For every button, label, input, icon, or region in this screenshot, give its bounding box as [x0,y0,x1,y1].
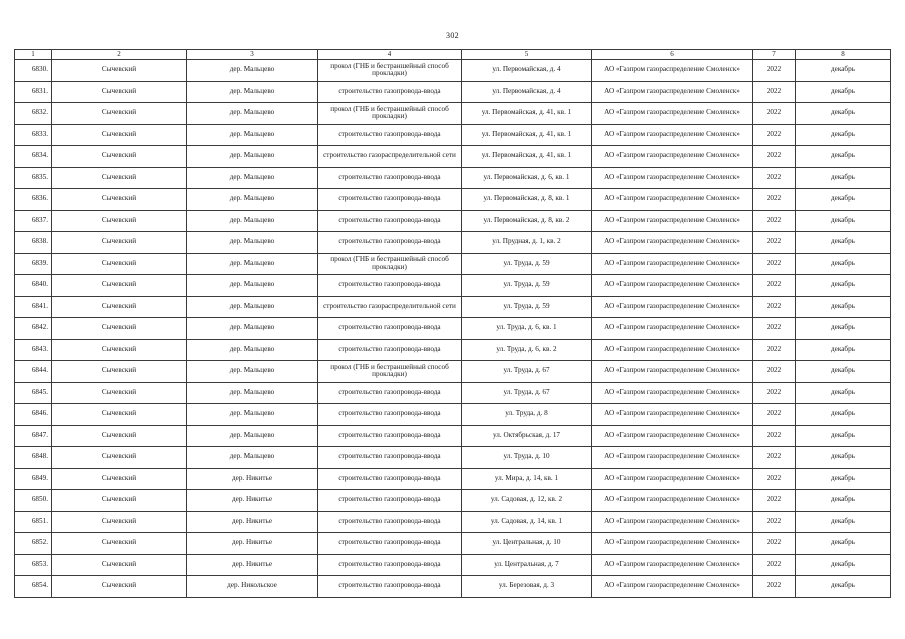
month-cell: декабрь [796,189,891,211]
organization-cell: АО «Газпром газораспределение Смоленск» [592,404,753,426]
district-cell: Сычевский [52,124,187,146]
settlement-cell: дер. Никольское [187,576,318,598]
district-cell: Сычевский [52,232,187,254]
month-cell: декабрь [796,339,891,361]
address-cell: ул. Труда, д. 67 [462,382,592,404]
row-number-cell: 6840. [15,275,52,297]
address-cell: ул. Труда, д. 10 [462,447,592,469]
address-cell: ул. Центральная, д. 10 [462,533,592,555]
work-type-cell: строительство газопровода-ввода [318,81,462,103]
row-number-cell: 6843. [15,339,52,361]
month-cell: декабрь [796,167,891,189]
year-cell: 2022 [753,167,796,189]
table-row [15,296,891,318]
address-cell: ул. Труда, д. 6, кв. 1 [462,318,592,340]
work-type-cell: строительство газопровода-ввода [318,382,462,404]
year-cell: 2022 [753,404,796,426]
settlement-cell: дер. Мальцево [187,361,318,383]
organization-cell: АО «Газпром газораспределение Смоленск» [592,103,753,125]
table-row [15,533,891,555]
settlement-cell: дер. Мальцево [187,382,318,404]
column-number-6: 6 [592,50,753,60]
row-number-cell: 6849. [15,468,52,490]
year-cell: 2022 [753,468,796,490]
column-number-row [15,50,891,60]
column-number-3: 3 [187,50,318,60]
organization-cell: АО «Газпром газораспределение Смоленск» [592,382,753,404]
row-number-cell: 6836. [15,189,52,211]
organization-cell: АО «Газпром газораспределение Смоленск» [592,554,753,576]
settlement-cell: дер. Мальцево [187,103,318,125]
month-cell: декабрь [796,318,891,340]
month-cell: декабрь [796,576,891,598]
year-cell: 2022 [753,210,796,232]
work-type-cell: строительство газопровода-ввода [318,275,462,297]
settlement-cell: дер. Никитье [187,468,318,490]
month-cell: декабрь [796,382,891,404]
page-number: 302 [446,31,459,40]
year-cell: 2022 [753,511,796,533]
address-cell: ул. Труда, д. 6, кв. 2 [462,339,592,361]
month-cell: декабрь [796,210,891,232]
work-type-cell: строительство газопровода-ввода [318,232,462,254]
work-type-cell: строительство газораспределительной сети [318,146,462,168]
district-cell: Сычевский [52,296,187,318]
work-type-cell: прокол (ГНБ и бестраншейный способ прокладки) [318,361,462,383]
work-type-cell: строительство газопровода-ввода [318,404,462,426]
month-cell: декабрь [796,404,891,426]
month-cell: декабрь [796,533,891,555]
row-number-cell: 6838. [15,232,52,254]
settlement-cell: дер. Мальцево [187,124,318,146]
year-cell: 2022 [753,81,796,103]
settlement-cell: дер. Мальцево [187,210,318,232]
organization-cell: АО «Газпром газораспределение Смоленск» [592,232,753,254]
address-cell: ул. Первомайская, д. 8, кв. 2 [462,210,592,232]
district-cell: Сычевский [52,447,187,469]
row-number-cell: 6850. [15,490,52,512]
year-cell: 2022 [753,554,796,576]
table-row [15,232,891,254]
column-number-4: 4 [318,50,462,60]
year-cell: 2022 [753,232,796,254]
month-cell: декабрь [796,60,891,82]
table-row [15,318,891,340]
row-number-cell: 6835. [15,167,52,189]
address-cell: ул. Первомайская, д. 4 [462,60,592,82]
address-cell: ул. Первомайская, д. 41, кв. 1 [462,103,592,125]
work-type-cell: строительство газопровода-ввода [318,533,462,555]
row-number-cell: 6848. [15,447,52,469]
address-cell: ул. Труда, д. 59 [462,275,592,297]
row-number-cell: 6833. [15,124,52,146]
column-number-2: 2 [52,50,187,60]
month-cell: декабрь [796,81,891,103]
row-number-cell: 6851. [15,511,52,533]
address-cell: ул. Садовая, д. 12, кв. 2 [462,490,592,512]
table-row [15,81,891,103]
work-type-cell: прокол (ГНБ и бестраншейный способ прокладки) [318,253,462,275]
month-cell: декабрь [796,447,891,469]
month-cell: декабрь [796,146,891,168]
address-cell: ул. Первомайская, д. 6, кв. 1 [462,167,592,189]
work-type-cell: строительство газопровода-ввода [318,189,462,211]
table-row [15,253,891,275]
column-number-5: 5 [462,50,592,60]
table-row [15,60,891,82]
settlement-cell: дер. Мальцево [187,404,318,426]
table-row [15,146,891,168]
district-cell: Сычевский [52,189,187,211]
year-cell: 2022 [753,447,796,469]
row-number-cell: 6842. [15,318,52,340]
table-row [15,490,891,512]
settlement-cell: дер. Мальцево [187,60,318,82]
work-type-cell: строительство газопровода-ввода [318,468,462,490]
row-number-cell: 6841. [15,296,52,318]
row-number-cell: 6834. [15,146,52,168]
organization-cell: АО «Газпром газораспределение Смоленск» [592,576,753,598]
row-number-cell: 6839. [15,253,52,275]
district-cell: Сычевский [52,253,187,275]
work-type-cell: строительство газопровода-ввода [318,490,462,512]
settlement-cell: дер. Мальцево [187,296,318,318]
month-cell: декабрь [796,361,891,383]
row-number-cell: 6844. [15,361,52,383]
table-row [15,339,891,361]
district-cell: Сычевский [52,404,187,426]
row-number-cell: 6853. [15,554,52,576]
table-row [15,124,891,146]
row-number-cell: 6854. [15,576,52,598]
district-cell: Сычевский [52,511,187,533]
table-row [15,511,891,533]
month-cell: декабрь [796,554,891,576]
year-cell: 2022 [753,533,796,555]
district-cell: Сычевский [52,210,187,232]
work-type-cell: строительство газопровода-ввода [318,425,462,447]
organization-cell: АО «Газпром газораспределение Смоленск» [592,296,753,318]
district-cell: Сычевский [52,490,187,512]
table-row [15,361,891,383]
organization-cell: АО «Газпром газораспределение Смоленск» [592,189,753,211]
year-cell: 2022 [753,339,796,361]
year-cell: 2022 [753,189,796,211]
district-cell: Сычевский [52,554,187,576]
year-cell: 2022 [753,425,796,447]
month-cell: декабрь [796,468,891,490]
row-number-cell: 6847. [15,425,52,447]
month-cell: декабрь [796,296,891,318]
month-cell: декабрь [796,425,891,447]
month-cell: декабрь [796,232,891,254]
month-cell: декабрь [796,103,891,125]
district-cell: Сычевский [52,167,187,189]
organization-cell: АО «Газпром газораспределение Смоленск» [592,425,753,447]
work-type-cell: прокол (ГНБ и бестраншейный способ прокладки) [318,60,462,82]
month-cell: декабрь [796,490,891,512]
organization-cell: АО «Газпром газораспределение Смоленск» [592,511,753,533]
work-type-cell: строительство газопровода-ввода [318,511,462,533]
organization-cell: АО «Газпром газораспределение Смоленск» [592,318,753,340]
year-cell: 2022 [753,361,796,383]
settlement-cell: дер. Никитье [187,533,318,555]
address-cell: ул. Первомайская, д. 8, кв. 1 [462,189,592,211]
district-cell: Сычевский [52,425,187,447]
column-number-1: 1 [15,50,52,60]
row-number-cell: 6831. [15,81,52,103]
district-cell: Сычевский [52,468,187,490]
row-number-cell: 6846. [15,404,52,426]
district-cell: Сычевский [52,81,187,103]
address-cell: ул. Березовая, д. 3 [462,576,592,598]
row-number-cell: 6832. [15,103,52,125]
year-cell: 2022 [753,275,796,297]
work-type-cell: строительство газопровода-ввода [318,124,462,146]
settlement-cell: дер. Никитье [187,490,318,512]
column-number-7: 7 [753,50,796,60]
table-row [15,167,891,189]
table-row [15,447,891,469]
month-cell: декабрь [796,511,891,533]
year-cell: 2022 [753,253,796,275]
table-row [15,103,891,125]
settlement-cell: дер. Никитье [187,511,318,533]
work-type-cell: строительство газопровода-ввода [318,339,462,361]
address-cell: ул. Труда, д. 59 [462,296,592,318]
work-type-cell: строительство газопровода-ввода [318,576,462,598]
row-number-cell: 6852. [15,533,52,555]
district-cell: Сычевский [52,146,187,168]
settlement-cell: дер. Мальцево [187,232,318,254]
work-type-cell: строительство газопровода-ввода [318,447,462,469]
year-cell: 2022 [753,296,796,318]
year-cell: 2022 [753,60,796,82]
district-cell: Сычевский [52,60,187,82]
work-type-cell: прокол (ГНБ и бестраншейный способ прокладки) [318,103,462,125]
work-type-cell: строительство газопровода-ввода [318,167,462,189]
address-cell: ул. Центральная, д. 7 [462,554,592,576]
organization-cell: АО «Газпром газораспределение Смоленск» [592,447,753,469]
organization-cell: АО «Газпром газораспределение Смоленск» [592,81,753,103]
settlement-cell: дер. Мальцево [187,146,318,168]
organization-cell: АО «Газпром газораспределение Смоленск» [592,490,753,512]
year-cell: 2022 [753,490,796,512]
address-cell: ул. Труда, д. 67 [462,361,592,383]
table-row [15,275,891,297]
month-cell: декабрь [796,275,891,297]
organization-cell: АО «Газпром газораспределение Смоленск» [592,468,753,490]
organization-cell: АО «Газпром газораспределение Смоленск» [592,533,753,555]
year-cell: 2022 [753,146,796,168]
year-cell: 2022 [753,103,796,125]
work-type-cell: строительство газопровода-ввода [318,554,462,576]
address-cell: ул. Садовая, д. 14, кв. 1 [462,511,592,533]
district-cell: Сычевский [52,576,187,598]
work-type-cell: строительство газопровода-ввода [318,210,462,232]
district-cell: Сычевский [52,382,187,404]
organization-cell: АО «Газпром газораспределение Смоленск» [592,146,753,168]
organization-cell: АО «Газпром газораспределение Смоленск» [592,339,753,361]
district-cell: Сычевский [52,318,187,340]
table-row [15,382,891,404]
table-row [15,576,891,598]
settlement-cell: дер. Никитье [187,554,318,576]
work-type-cell: строительство газораспределительной сети [318,296,462,318]
address-cell: ул. Первомайская, д. 41, кв. 1 [462,146,592,168]
table-row [15,468,891,490]
work-type-cell: строительство газопровода-ввода [318,318,462,340]
table-row [15,404,891,426]
organization-cell: АО «Газпром газораспределение Смоленск» [592,60,753,82]
column-number-8: 8 [796,50,891,60]
organization-cell: АО «Газпром газораспределение Смоленск» [592,124,753,146]
address-cell: ул. Прудная, д. 1, кв. 2 [462,232,592,254]
year-cell: 2022 [753,124,796,146]
table-row [15,425,891,447]
settlement-cell: дер. Мальцево [187,339,318,361]
settlement-cell: дер. Мальцево [187,318,318,340]
district-cell: Сычевский [52,361,187,383]
organization-cell: АО «Газпром газораспределение Смоленск» [592,210,753,232]
month-cell: декабрь [796,253,891,275]
settlement-cell: дер. Мальцево [187,81,318,103]
district-cell: Сычевский [52,533,187,555]
year-cell: 2022 [753,318,796,340]
address-cell: ул. Октябрьская, д. 17 [462,425,592,447]
settlement-cell: дер. Мальцево [187,425,318,447]
year-cell: 2022 [753,382,796,404]
table-row [15,554,891,576]
table-row [15,189,891,211]
organization-cell: АО «Газпром газораспределение Смоленск» [592,361,753,383]
district-cell: Сычевский [52,103,187,125]
organization-cell: АО «Газпром газораспределение Смоленск» [592,275,753,297]
district-cell: Сычевский [52,339,187,361]
settlement-cell: дер. Мальцево [187,253,318,275]
district-cell: Сычевский [52,275,187,297]
address-cell: ул. Мира, д. 14, кв. 1 [462,468,592,490]
row-number-cell: 6837. [15,210,52,232]
settlement-cell: дер. Мальцево [187,447,318,469]
address-cell: ул. Труда, д. 59 [462,253,592,275]
organization-cell: АО «Газпром газораспределение Смоленск» [592,253,753,275]
address-cell: ул. Первомайская, д. 4 [462,81,592,103]
address-cell: ул. Труда, д. 8 [462,404,592,426]
table-row [15,210,891,232]
year-cell: 2022 [753,576,796,598]
month-cell: декабрь [796,124,891,146]
address-cell: ул. Первомайская, д. 41, кв. 1 [462,124,592,146]
row-number-cell: 6845. [15,382,52,404]
organization-cell: АО «Газпром газораспределение Смоленск» [592,167,753,189]
row-number-cell: 6830. [15,60,52,82]
works-table [14,49,891,598]
settlement-cell: дер. Мальцево [187,189,318,211]
settlement-cell: дер. Мальцево [187,167,318,189]
settlement-cell: дер. Мальцево [187,275,318,297]
